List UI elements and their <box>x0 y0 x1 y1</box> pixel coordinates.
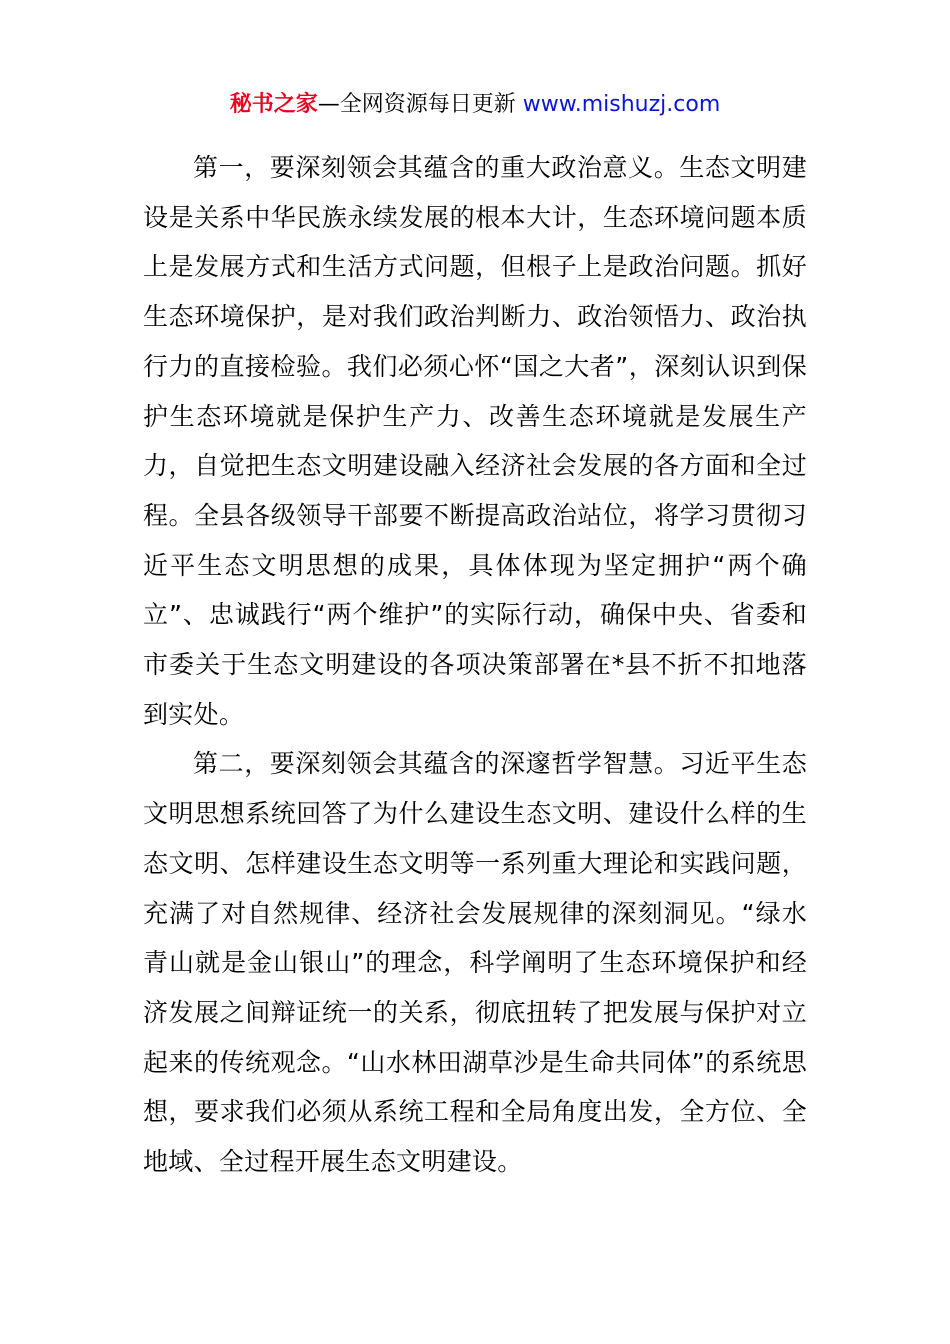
document-body <box>143 143 807 1187</box>
paragraph-2: 第二，要深刻领会其蕴含的深邃哲学智慧。习近平生态文明思想系统回答了为什么建设生态文明、建设什么样的生态文明、怎样建设生态文明等一系列重大理论和实践问题，充满了对自然规律、经济社会发展规律的深刻洞见。“绿水青山就是金山银山”的理念，科学阐明了生态环境保护和经济发展之间辩证统一的关系，彻底扭转了把发展与保护对立起来的传统观念。“山水林田湖草沙是生命共同体”的系统思想，要求我们必须从系统工程和全局角度出发，全方位、全地域、全过程开展生态文明建设。 <box>143 749 807 1177</box>
site-url-link[interactable]: www.mishuzj.com <box>522 92 721 117</box>
page-header <box>0 88 950 122</box>
brand-name: 秘书之家 <box>229 92 318 117</box>
paragraph-1: 第一，要深刻领会其蕴含的重大政治意义。生态文明建设是关系中华民族永续发展的根本大计，生态环境问题本质上是发展方式和生活方式问题，但根子上是政治问题。抓好生态环境保护，是对我们政治判断力、政治领悟力、政治执行力的直接检验。我们必须心怀“国之大者”，深刻认识到保护生态环境就是保护生产力、改善生态环境就是发展生产力，自觉把生态文明建设融入经济社会发展的各方面和全过程。全县各级领导干部要不断提高政治站位，将学习贯彻习近平生态文明思想的成果，具体体现为坚定拥护“两个确立”、忠诚践行“两个维护”的实际行动，确保中央、省委和市委关于生态文明建设的各项决策部署在*县不折不扣地落到实处。 <box>143 153 807 729</box>
header-tagline: —全网资源每日更新 <box>317 92 523 117</box>
